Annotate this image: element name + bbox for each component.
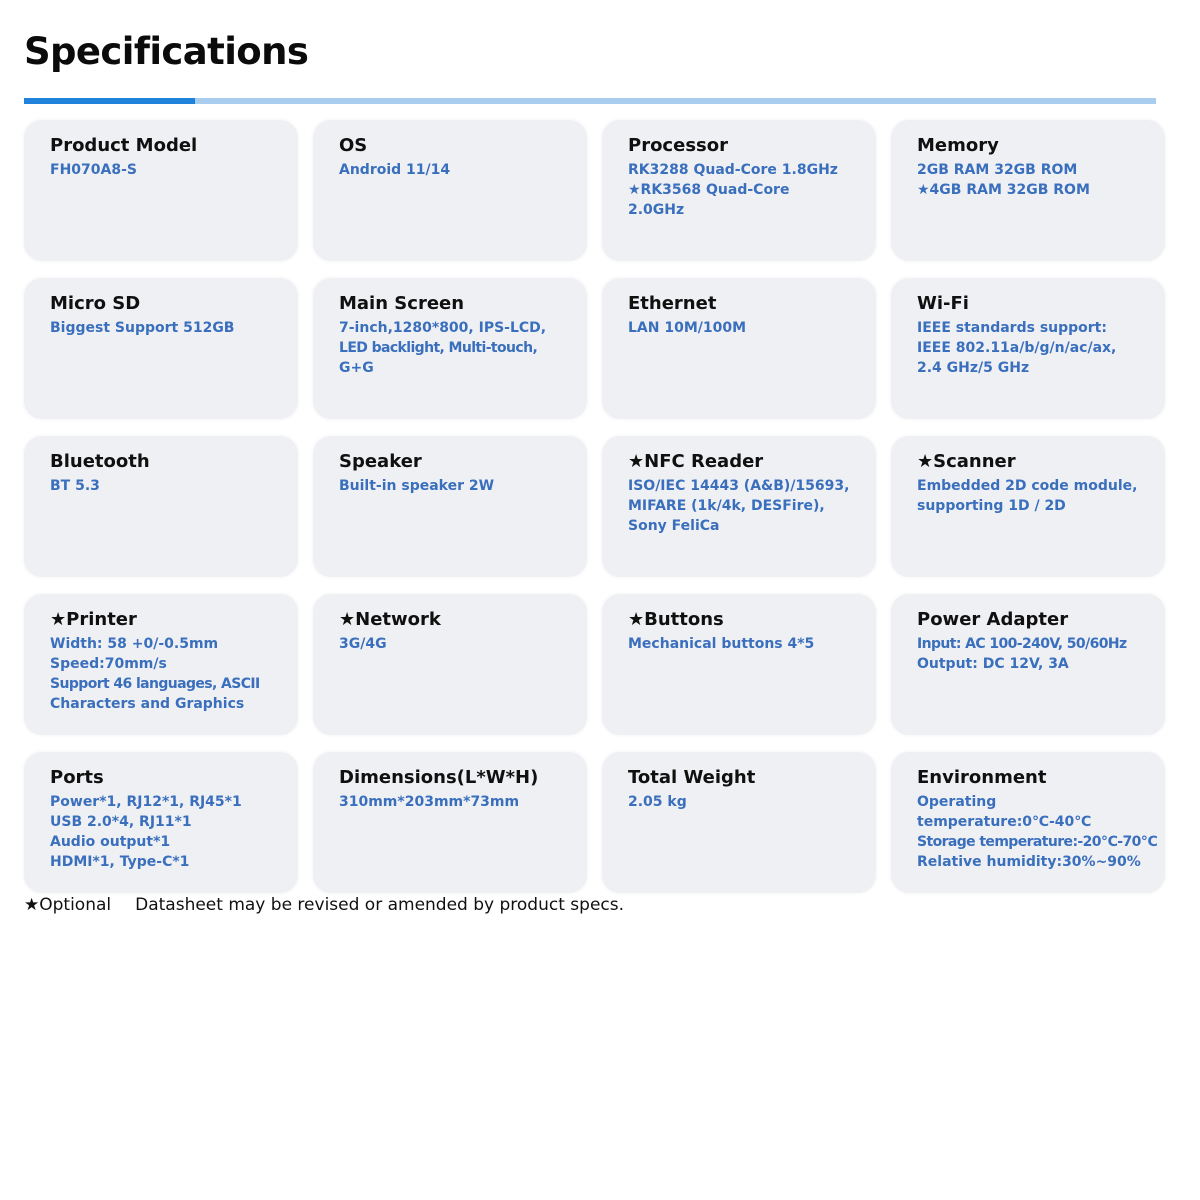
spec-value: RK3288 Quad-Core 1.8GHz: [628, 162, 838, 178]
spec-value: IEEE 802.11a/b/g/n/ac/ax,: [917, 340, 1117, 356]
spec-card: [602, 120, 876, 261]
spec-card: [24, 120, 298, 261]
spec-title: Memory: [917, 135, 999, 156]
title-divider: [24, 98, 1156, 104]
spec-card: [313, 752, 587, 893]
spec-value: Characters and Graphics: [50, 696, 245, 712]
spec-value: Sony FeliCa: [628, 518, 720, 534]
spec-value: USB 2.0*4, RJ11*1: [50, 814, 192, 830]
spec-value: Relative humidity:30%~90%: [917, 854, 1141, 870]
spec-value: Speed:70mm/s: [50, 656, 167, 672]
spec-grid: [24, 120, 1168, 893]
spec-title: Micro SD: [50, 293, 141, 314]
spec-value: Mechanical buttons 4*5: [628, 636, 815, 652]
spec-value: Input: AC 100-240V, 50/60Hz: [917, 636, 1127, 652]
spec-value: ★4GB RAM 32GB ROM: [917, 182, 1090, 198]
spec-card: [891, 594, 1165, 735]
spec-card: [24, 752, 298, 893]
footnote: [24, 894, 624, 916]
spec-card: [24, 436, 298, 577]
spec-title: Environment: [917, 767, 1047, 788]
spec-value: G+G: [339, 360, 374, 376]
spec-value: FH070A8-S: [50, 162, 137, 178]
spec-value: Audio output*1: [50, 834, 171, 850]
title-divider-accent: [24, 98, 195, 104]
spec-value: Storage temperature:-20℃-70℃: [917, 834, 1158, 850]
spec-card: [602, 436, 876, 577]
spec-title: Dimensions(L*W*H): [339, 767, 539, 788]
spec-value: Width: 58 +0/-0.5mm: [50, 636, 219, 652]
spec-title: Product Model: [50, 135, 198, 156]
spec-card: [313, 436, 587, 577]
spec-title: Power Adapter: [917, 609, 1069, 630]
page-title: Specifications: [24, 30, 309, 73]
spec-card: [891, 436, 1165, 577]
spec-value: Android 11/14: [339, 162, 451, 178]
spec-value: Built-in speaker 2W: [339, 478, 495, 494]
footnote-optional: ★Optional: [24, 895, 112, 915]
spec-value: IEEE standards support:: [917, 320, 1107, 336]
spec-title: Ports: [50, 767, 104, 788]
spec-value: 2GB RAM 32GB ROM: [917, 162, 1078, 178]
spec-title: ★Scanner: [917, 451, 1016, 472]
spec-title: ★Buttons: [628, 609, 724, 630]
spec-title: Total Weight: [628, 767, 756, 788]
spec-value: ★RK3568 Quad-Core: [628, 182, 790, 198]
spec-title: Ethernet: [628, 293, 717, 314]
spec-card: [313, 594, 587, 735]
spec-value: supporting 1D / 2D: [917, 498, 1066, 514]
spec-value: Power*1, RJ12*1, RJ45*1: [50, 794, 242, 810]
spec-value: 2.0GHz: [628, 202, 685, 218]
spec-card: [891, 120, 1165, 261]
spec-value: 3G/4G: [339, 636, 387, 652]
footnote-disclaimer: Datasheet may be revised or amended by product specs.: [135, 895, 625, 915]
spec-title: Wi-Fi: [917, 293, 969, 314]
spec-title: Bluetooth: [50, 451, 150, 472]
spec-card: [602, 752, 876, 893]
spec-card: [891, 752, 1165, 893]
spec-card: [24, 278, 298, 419]
spec-value: Support 46 languages, ASCII: [50, 676, 260, 692]
spec-value: temperature:0℃-40℃: [917, 814, 1092, 830]
spec-value: Biggest Support 512GB: [50, 320, 235, 336]
spec-value: Output: DC 12V, 3A: [917, 656, 1069, 672]
spec-value: 7-inch,1280*800, IPS-LCD,: [339, 320, 547, 336]
spec-value: LAN 10M/100M: [628, 320, 747, 336]
spec-title: ★NFC Reader: [628, 451, 764, 472]
spec-value: Operating: [917, 794, 997, 810]
spec-card: [313, 278, 587, 419]
spec-card: [313, 120, 587, 261]
spec-title: ★Printer: [50, 609, 137, 630]
spec-value: Embedded 2D code module,: [917, 478, 1138, 494]
spec-title: Processor: [628, 135, 728, 156]
spec-value: LED backlight, Multi-touch,: [339, 340, 538, 356]
spec-value: 2.4 GHz/5 GHz: [917, 360, 1030, 376]
spec-title: Main Screen: [339, 293, 465, 314]
spec-card: [891, 278, 1165, 419]
spec-value: HDMI*1, Type-C*1: [50, 854, 190, 870]
spec-card: [602, 278, 876, 419]
spec-title: OS: [339, 135, 368, 156]
spec-value: BT 5.3: [50, 478, 100, 494]
spec-title: ★Network: [339, 609, 441, 630]
spec-title: Speaker: [339, 451, 422, 472]
spec-value: ISO/IEC 14443 (A&B)/15693,: [628, 478, 850, 494]
spec-card: [602, 594, 876, 735]
spec-value: 2.05 kg: [628, 794, 687, 810]
spec-card: [24, 594, 298, 735]
spec-value: MIFARE (1k/4k, DESFire),: [628, 498, 825, 514]
spec-value: 310mm*203mm*73mm: [339, 794, 520, 810]
